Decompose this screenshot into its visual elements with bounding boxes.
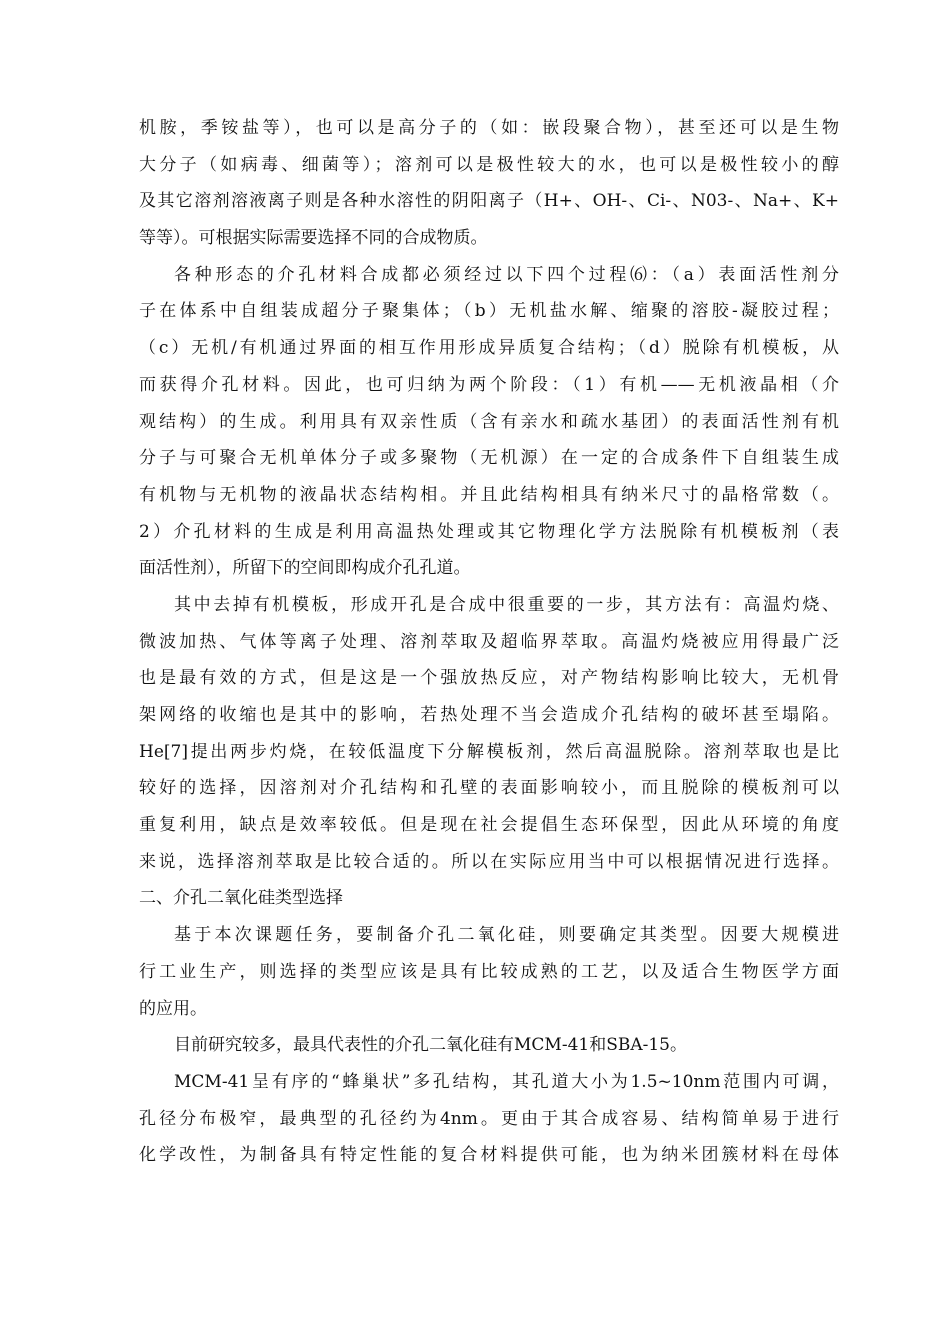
- text-line: 微波加热、气体等离子处理、溶剂萃取及超临界萃取。高温灼烧被应用得最广泛: [139, 631, 839, 652]
- text-line: 目前研究较多，最具代表性的介孔二氧化硅有MCM-41和SBA-15。: [174, 1035, 687, 1056]
- text-line: 及其它溶剂溶液离子则是各种水溶性的阴阳离子（H+、OH-、Ci-、N03-、Na+、K+: [139, 191, 839, 212]
- text-line: He[7]提出两步灼烧，在较低温度下分解模板剂，然后高温脱除。溶剂萃取也是比: [139, 741, 839, 762]
- text-line: 重复利用，缺点是效率较低。但是现在社会提倡生态环保型，因此从环境的角度: [139, 815, 839, 836]
- text-line: 机胺，季铵盐等），也可以是高分子的（如：嵌段聚合物），甚至还可以是生物: [139, 118, 839, 138]
- text-line: 其中去掉有机模板，形成开孔是合成中很重要的一步，其方法有：高温灼烧、: [174, 594, 839, 615]
- text-line: 来说，选择溶剂萃取是比较合适的。所以在实际应用当中可以根据情况进行选择。: [139, 851, 839, 872]
- text-line: 的应用。: [139, 998, 207, 1019]
- text-line: 面活性剂），所留下的空间即构成介孔孔道。: [139, 558, 471, 579]
- text-line: 有机物与无机物的液晶状态结构相。并且此结构相具有纳米尺寸的晶格常数（。: [139, 484, 839, 505]
- text-line: 架网络的收缩也是其中的影响，若热处理不当会造成介孔结构的破坏甚至塌陷。: [139, 705, 839, 725]
- text-line: 观结构）的生成。利用具有双亲性质（含有亲水和疏水基团）的表面活性剂有机: [139, 411, 839, 432]
- text-line: 等等）。可根据实际需要选择不同的合成物质。: [139, 228, 488, 249]
- text-line: 孔径分布极窄，最典型的孔径约为4nm。更由于其合成容易、结构简单易于进行: [139, 1108, 839, 1129]
- text-line: MCM-41呈有序的“蜂巢状”多孔结构，其孔道大小为1.5~10nm范围内可调，: [174, 1071, 839, 1092]
- text-line: 也是最有效的方式，但是这是一个强放热反应，对产物结构影响比较大，无机骨: [139, 668, 839, 689]
- text-line: 而获得介孔材料。因此，也可归纳为两个阶段：（1）有机——无机液晶相（介: [139, 374, 839, 395]
- body-text: [139, 110, 839, 1174]
- text-line: 子在体系中自组装成超分子聚集体；（b）无机盐水解、缩聚的溶胶-凝胶过程；: [139, 301, 839, 322]
- section-heading: 二、介孔二氧化硅类型选择: [139, 888, 343, 909]
- text-line: 较好的选择，因溶剂对介孔结构和孔壁的表面影响较小，而且脱除的模板剂可以: [139, 778, 839, 799]
- text-line: 各种形态的介孔材料合成都必须经过以下四个过程⑹：（a）表面活性剂分: [174, 264, 839, 285]
- text-line: 行工业生产，则选择的类型应该是具有比较成熟的工艺，以及适合生物医学方面: [139, 961, 839, 982]
- text-line: （c）无机/有机通过界面的相互作用形成异质复合结构；（d）脱除有机模板，从: [139, 338, 839, 359]
- text-line: 大分子（如病毒、细菌等）；溶剂可以是极性较大的水，也可以是极性较小的醇: [139, 154, 839, 175]
- text-line: 基于本次课题任务，要制备介孔二氧化硅，则要确定其类型。因要大规模进: [174, 925, 839, 946]
- text-line: 2）介孔材料的生成是利用高温热处理或其它物理化学方法脱除有机模板剂（表: [139, 521, 839, 542]
- text-line: 化学改性，为制备具有特定性能的复合材料提供可能，也为纳米团簇材料在母体: [139, 1145, 839, 1166]
- text-line: 分子与可聚合无机单体分子或多聚物（无机源）在一定的合成条件下自组装生成: [139, 448, 839, 469]
